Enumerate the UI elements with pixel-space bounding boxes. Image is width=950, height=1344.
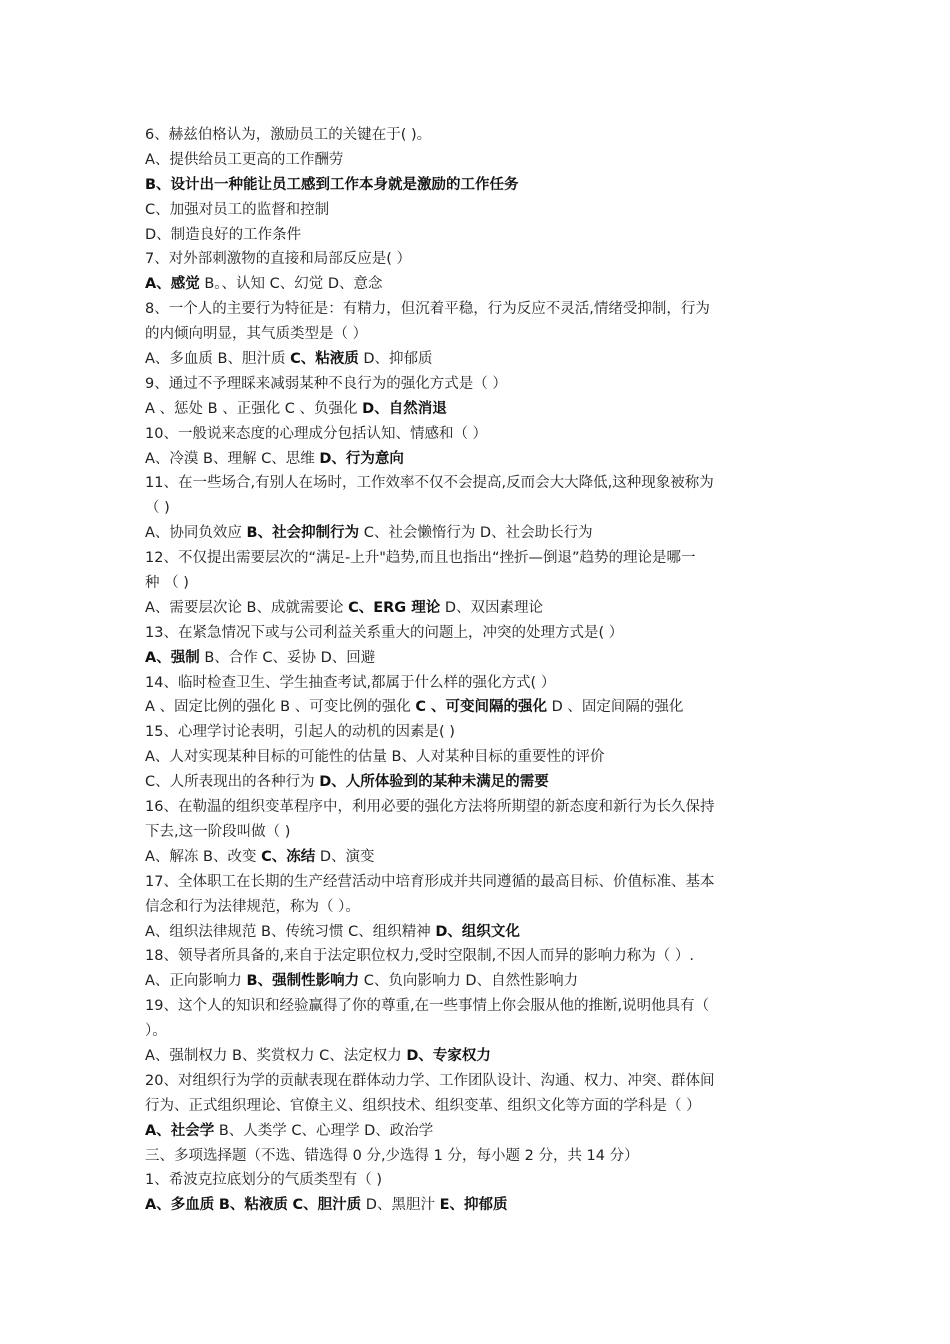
text-line bbox=[145, 895, 800, 920]
text-segment: （ ) bbox=[145, 500, 170, 517]
text-line bbox=[145, 148, 800, 173]
answer-highlight: A、社会学 bbox=[145, 1122, 215, 1139]
text-line bbox=[145, 1119, 800, 1144]
text-segment: 8、一个人的主要行为特征是：有精力，但沉着平稳，行为反应不灵活,情绪受抑制，行为 bbox=[145, 301, 710, 318]
answer-highlight: C、粘液质 bbox=[290, 351, 359, 368]
text-segment: A 、惩处 B 、正强化 C 、负强化 bbox=[145, 400, 363, 417]
text-segment: C、社会懒惰行为 D、社会助长行为 bbox=[359, 525, 593, 542]
text-line bbox=[145, 447, 800, 472]
text-line bbox=[145, 521, 800, 546]
text-segment: A、需要层次论 B、成就需要论 bbox=[145, 599, 349, 616]
text-line bbox=[145, 422, 800, 447]
text-segment: A、人对实现某种目标的可能性的估量 B、人对某种目标的重要性的评价 bbox=[145, 749, 605, 766]
answer-highlight: D、自然消退 bbox=[362, 400, 447, 417]
text-segment: D、抑郁质 bbox=[358, 351, 433, 368]
text-line bbox=[145, 322, 800, 347]
text-segment: C、人所表现出的各种行为 bbox=[145, 774, 320, 791]
text-segment: A、强制权力 B、奖赏权力 C、法定权力 bbox=[145, 1047, 407, 1064]
text-line bbox=[145, 173, 800, 198]
text-segment: B、合作 C、妥协 D、回避 bbox=[199, 649, 376, 666]
answer-highlight: C 、可变间隔的强化 bbox=[415, 699, 548, 716]
text-segment: 19、这个人的知识和经验赢得了你的尊重,在一些事情上你会服从他的推断,说明他具有（ bbox=[145, 998, 710, 1015]
text-line bbox=[145, 123, 800, 148]
text-segment: C、负向影响力 D、自然性影响力 bbox=[359, 973, 579, 990]
text-line bbox=[145, 621, 800, 646]
text-line bbox=[145, 1044, 800, 1069]
text-line bbox=[145, 870, 800, 895]
text-line bbox=[145, 1193, 800, 1218]
answer-highlight: E、抑郁质 bbox=[439, 1197, 508, 1214]
answer-highlight: C、冻结 bbox=[261, 848, 316, 865]
text-line bbox=[145, 1168, 800, 1193]
text-segment: 13、在紧急情况下或与公司利益关系重大的问题上，冲突的处理方式是( ） bbox=[145, 624, 624, 641]
text-segment: 种 （ ) bbox=[145, 575, 189, 592]
text-line bbox=[145, 397, 800, 422]
answer-highlight: D、组织文化 bbox=[435, 923, 520, 940]
text-line bbox=[145, 496, 800, 521]
text-segment: 15、心理学讨论表明，引起人的动机的因素是( ) bbox=[145, 724, 455, 741]
answer-highlight: B、粘液质 bbox=[218, 1197, 288, 1214]
text-line bbox=[145, 920, 800, 945]
answer-highlight: B、社会抑制行为 bbox=[246, 525, 360, 542]
answer-highlight: A、多血质 bbox=[145, 1197, 215, 1214]
text-line bbox=[145, 695, 800, 720]
text-segment: 的内倾向明显，其气质类型是（ ） bbox=[145, 326, 368, 343]
text-segment: D、黑胆汁 bbox=[361, 1197, 440, 1214]
text-line bbox=[145, 297, 800, 322]
text-line bbox=[145, 546, 800, 571]
answer-highlight: B、设计出一种能让员工感到工作本身就是激励的工作任务 bbox=[145, 176, 519, 193]
text-segment: 三、多项选择题（不选、错选得 0 分,少选得 1 分，每小题 2 分，共 14 分） bbox=[145, 1147, 639, 1164]
text-segment: 11、在一些场合,有别人在场时，工作效率不仅不会提高,反而会大大降低,这种现象被称为 bbox=[145, 475, 714, 492]
text-line bbox=[145, 845, 800, 870]
text-line bbox=[145, 795, 800, 820]
text-segment: ）。 bbox=[145, 1023, 167, 1040]
answer-highlight: D、人所体验到的某种未满足的需要 bbox=[319, 774, 549, 791]
text-segment: 行为、正式组织理论、官僚主义、组织技术、组织变革、组织文化等方面的学科是（ ） bbox=[145, 1097, 701, 1114]
text-line bbox=[145, 646, 800, 671]
text-segment: 下去,这一阶段叫做（ ) bbox=[145, 823, 291, 840]
text-line bbox=[145, 720, 800, 745]
answer-highlight: A、强制 bbox=[145, 649, 200, 666]
text-line bbox=[145, 969, 800, 994]
text-line bbox=[145, 471, 800, 496]
answer-highlight: D、专家权力 bbox=[406, 1047, 491, 1064]
text-segment: D、双因素理论 bbox=[440, 599, 544, 616]
text-line bbox=[145, 671, 800, 696]
text-segment: D、演变 bbox=[315, 848, 375, 865]
text-segment: A、多血质 B、胆汁质 bbox=[145, 351, 291, 368]
text-segment: 20、对组织行为学的贡献表现在群体动力学、工作团队设计、沟通、权力、冲突、群体间 bbox=[145, 1072, 715, 1089]
text-segment: A、组织法律规范 B、传统习惯 C、组织精神 bbox=[145, 923, 436, 940]
text-segment: 10、一般说来态度的心理成分包括认知、情感和（ ） bbox=[145, 425, 488, 442]
text-segment: B、人类学 C、心理学 D、政治学 bbox=[214, 1122, 434, 1139]
text-segment: 6、赫兹伯格认为，激励员工的关键在于( )。 bbox=[145, 127, 432, 143]
text-line bbox=[145, 247, 800, 272]
text-line bbox=[145, 994, 800, 1019]
text-segment: 17、全体职工在长期的生产经营活动中培育形成并共同遵循的最高目标、价值标准、基本 bbox=[145, 873, 715, 890]
text-segment: 12、不仅提出需要层次的“满足-上升"趋势,而且也指出“挫折—倒退”趋势的理论是哪一 bbox=[145, 550, 696, 567]
text-segment: A、正向影响力 bbox=[145, 973, 247, 990]
text-segment: 14、临时检查卫生、学生抽查考试,都属于什么样的强化方式( ） bbox=[145, 674, 556, 691]
text-line bbox=[145, 272, 800, 297]
text-segment: A、冷漠 B、理解 C、思维 bbox=[145, 450, 320, 467]
text-segment: D、制造良好的工作条件 bbox=[145, 226, 302, 243]
text-line bbox=[145, 596, 800, 621]
text-line bbox=[145, 1069, 800, 1094]
text-line bbox=[145, 223, 800, 248]
answer-highlight: C、胆汁质 bbox=[292, 1197, 362, 1214]
text-line bbox=[145, 820, 800, 845]
text-segment: C、加强对员工的监督和控制 bbox=[145, 201, 330, 218]
text-line bbox=[145, 1094, 800, 1119]
text-line bbox=[145, 944, 800, 969]
text-segment: 1、希波克拉底划分的气质类型有（ ) bbox=[145, 1172, 382, 1189]
text-segment: A、提供给员工更高的工作酬劳 bbox=[145, 151, 344, 168]
text-segment: 16、在勒温的组织变革程序中，利用必要的强化方法将所期望的新态度和新行为长久保持 bbox=[145, 799, 715, 816]
text-segment: A、解冻 B、改变 bbox=[145, 848, 262, 865]
text-line bbox=[145, 745, 800, 770]
text-line bbox=[145, 1019, 800, 1044]
text-line bbox=[145, 347, 800, 372]
text-segment: B。、认知 C、幻觉 D、意念 bbox=[199, 276, 383, 293]
text-segment: 9、通过不予理睬来减弱某种不良行为的强化方式是（ ） bbox=[145, 375, 507, 392]
text-segment: 信念和行为法律规范，称为（ ）。 bbox=[145, 898, 360, 915]
text-line bbox=[145, 372, 800, 397]
answer-highlight: D、行为意向 bbox=[319, 450, 404, 467]
answer-highlight: A、感觉 bbox=[145, 276, 200, 293]
text-line bbox=[145, 770, 800, 795]
answer-highlight: B、强制性影响力 bbox=[246, 973, 360, 990]
text-segment: 18、领导者所具备的,来自于法定职位权力,受时空限制,不因人而异的影响力称为（ ）. bbox=[145, 948, 694, 965]
answer-highlight: C、ERG 理论 bbox=[348, 599, 441, 616]
text-line bbox=[145, 1144, 800, 1169]
text-segment: 7、对外部刺激物的直接和局部反应是( ） bbox=[145, 251, 411, 268]
text-segment: A、协同负效应 bbox=[145, 525, 247, 542]
text-line bbox=[145, 198, 800, 223]
text-line bbox=[145, 571, 800, 596]
text-segment: A 、固定比例的强化 B 、可变比例的强化 bbox=[145, 699, 416, 716]
text-segment: D 、固定间隔的强化 bbox=[547, 699, 684, 716]
